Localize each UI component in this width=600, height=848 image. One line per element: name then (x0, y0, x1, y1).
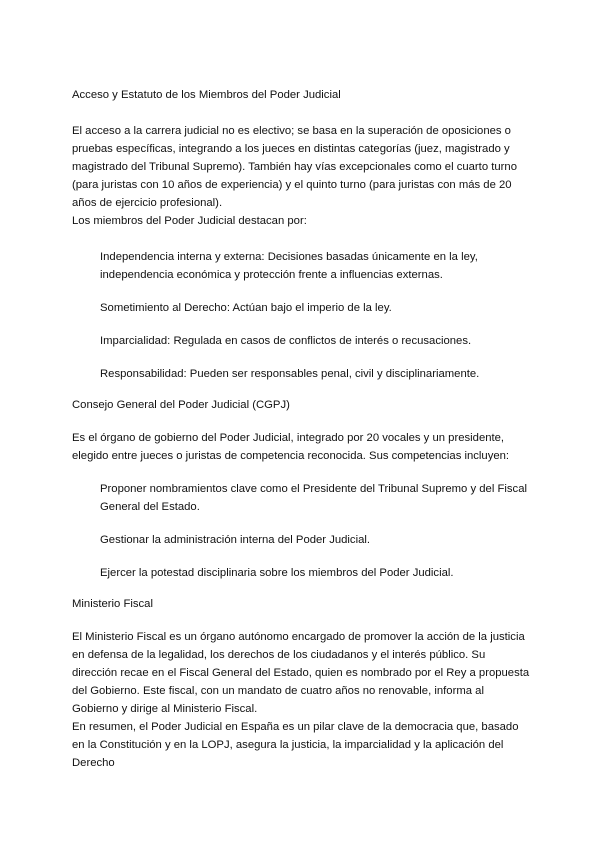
fiscal-paragraph: El Ministerio Fiscal es un órgano autónomo encargado de promover la acción de la justicia en defensa de la legalidad, los derechos de los ciudadanos y el interés público. Su dirección recae en el Fiscal General del Estado, quien es nombrado por el Rey a propuesta del Gobierno. Este fiscal, con un mandato de cuatro años no renovable, informa al Gobierno y dirige al Ministerio Fiscal. (72, 631, 530, 715)
cgpj-paragraph: Es el órgano de gobierno del Poder Judicial, integrado por 20 vocales y un presidente, elegido entre jueces o juristas de competencia reconocida. Sus competencias incluyen: (72, 432, 510, 462)
summary-paragraph: En resumen, el Poder Judicial en España es un pilar clave de la democracia que, basado en la Constitución y en la LOPJ, asegura la justicia, la imparcialidad y la aplicación del Derecho (72, 721, 519, 769)
heading-cgpj: Consejo General del Poder Judicial (CGPJ) (72, 399, 290, 411)
heading-fiscal: Ministerio Fiscal (72, 598, 153, 610)
cgpj-competence-administration: Gestionar la administración interna del Poder Judicial. (100, 534, 371, 546)
access-paragraph: El acceso a la carrera judicial no es electivo; se basa en la superación de oposiciones o pruebas específicas, integrando a los jueces en distintas categorías (juez, magistrado y magistrado del Tribunal Supremo). También hay vías excepcionales como el cuarto turno (para juristas con 10 años de experiencia) y el quinto turno (para juristas con más de 20 años de ejercicio profesional). (72, 125, 517, 209)
cgpj-competence-discipline: Ejercer la potestad disciplinaria sobre los miembros del Poder Judicial. (100, 567, 454, 579)
quality-responsibility: Responsabilidad: Pueden ser responsables penal, civil y disciplinariamente. (100, 368, 480, 380)
document-body (72, 86, 532, 772)
quality-impartiality: Imparcialidad: Regulada en casos de conflictos de interés o recusaciones. (100, 335, 472, 347)
cgpj-competence-appointments: Proponer nombramientos clave como el Presidente del Tribunal Supremo y del Fiscal General del Estado. (100, 483, 527, 513)
heading-access-statute: Acceso y Estatuto de los Miembros del Poder Judicial (72, 89, 341, 101)
quality-subjection: Sometimiento al Derecho: Actúan bajo el imperio de la ley. (100, 302, 392, 314)
members-intro: Los miembros del Poder Judicial destacan por: (72, 215, 307, 227)
quality-independence: Independencia interna y externa: Decisiones basadas únicamente en la ley, independencia económica y protección frente a influencias externas. (100, 251, 478, 281)
